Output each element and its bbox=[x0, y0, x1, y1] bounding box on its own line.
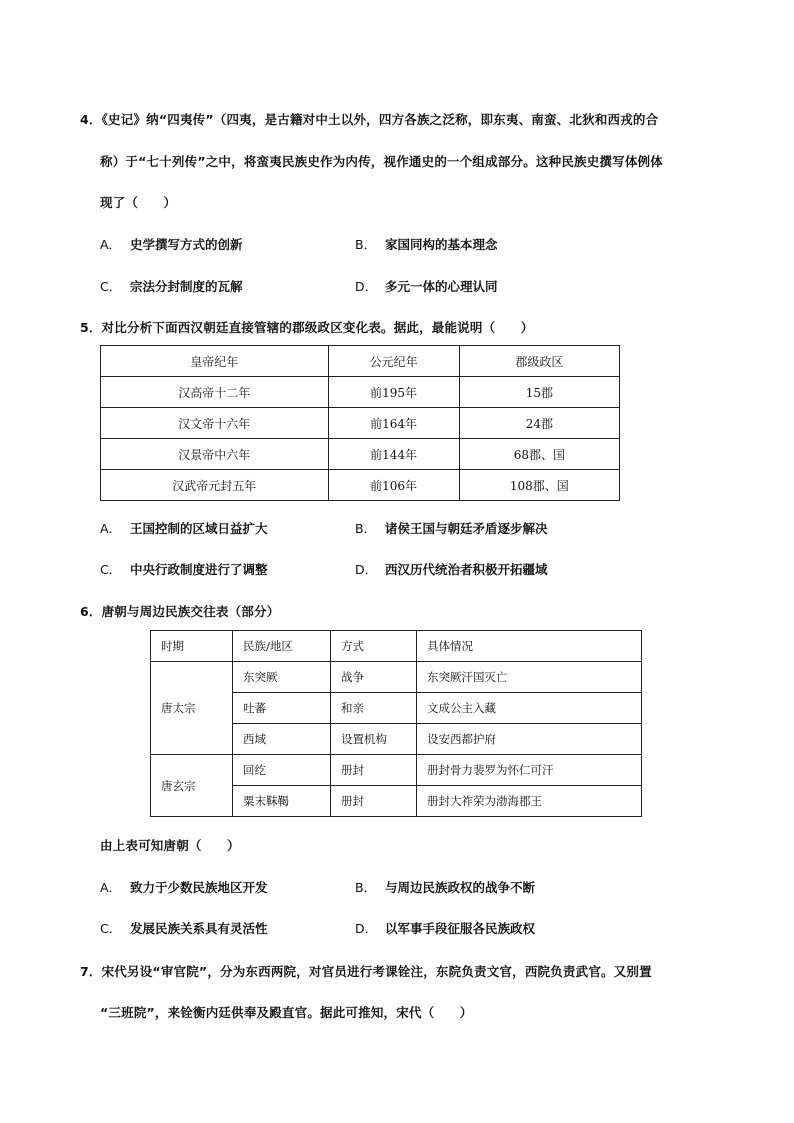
option-letter: B． bbox=[355, 237, 377, 252]
table-row bbox=[101, 408, 620, 439]
option-text: 以军事手段征服各民族政权 bbox=[385, 921, 536, 936]
table-cell: 设置机构 bbox=[331, 724, 417, 755]
table-cell: 和亲 bbox=[331, 693, 417, 724]
q6-stem: 6．唐朝与周边民族交往表（部分） bbox=[80, 604, 280, 619]
option-text: 中央行政制度进行了调整 bbox=[130, 562, 268, 577]
option-letter: B． bbox=[355, 521, 377, 536]
table-header-cell: 郡级政区 bbox=[459, 346, 619, 377]
table-cell: 108郡、国 bbox=[459, 470, 619, 501]
q4-stem-line2: 称）于“七十列传”之中，将蛮夷民族史作为内传，视作通史的一个组成部分。这种民族史撰写体例体 bbox=[100, 154, 663, 169]
q5-option-a bbox=[100, 519, 268, 537]
q6-option-b bbox=[355, 878, 535, 896]
option-letter: D． bbox=[355, 562, 378, 577]
table-cell: 汉高帝十二年 bbox=[101, 377, 329, 408]
table-cell: 前164年 bbox=[328, 408, 459, 439]
table-header-row bbox=[101, 346, 620, 377]
table-row bbox=[101, 377, 620, 408]
table-cell: 粟末靺鞨 bbox=[233, 786, 331, 817]
table-cell: 文成公主入藏 bbox=[417, 693, 642, 724]
table-cell: 设安西都护府 bbox=[417, 724, 642, 755]
option-letter: D． bbox=[355, 279, 378, 294]
q5-table bbox=[100, 345, 620, 501]
table-cell: 汉武帝元封五年 bbox=[101, 470, 329, 501]
q5-option-b bbox=[355, 519, 548, 537]
q7-stem-line1: 7．宋代另设“审官院”，分为东西两院，对官员进行考课铨注，东院负责文官，西院负责武官。又别置 bbox=[80, 964, 652, 979]
option-text: 家国同构的基本理念 bbox=[385, 237, 498, 252]
q4-option-c bbox=[100, 277, 243, 295]
q4-option-a bbox=[100, 235, 243, 253]
option-text: 诸侯王国与朝廷矛盾逐步解决 bbox=[385, 521, 548, 536]
table-cell: 24郡 bbox=[459, 408, 619, 439]
q5-option-c bbox=[100, 560, 268, 578]
q6-option-c bbox=[100, 919, 268, 937]
q6-question: 由上表可知唐朝（ ） bbox=[100, 838, 240, 853]
option-text: 发展民族关系具有灵活性 bbox=[130, 921, 268, 936]
option-letter: C． bbox=[100, 562, 122, 577]
option-letter: A． bbox=[100, 521, 122, 536]
table-cell: 东突厥汗国灭亡 bbox=[417, 662, 642, 693]
option-text: 与周边民族政权的战争不断 bbox=[385, 880, 536, 895]
option-text: 王国控制的区域日益扩大 bbox=[130, 521, 268, 536]
table-header-cell: 方式 bbox=[331, 631, 417, 662]
table-cell: 册封 bbox=[331, 755, 417, 786]
table-cell: 东突厥 bbox=[233, 662, 331, 693]
table-cell: 战争 bbox=[331, 662, 417, 693]
option-text: 西汉历代统治者积极开拓疆域 bbox=[385, 562, 548, 577]
table-header-cell: 公元纪年 bbox=[328, 346, 459, 377]
table-row bbox=[101, 470, 620, 501]
table-cell-emperor: 唐太宗 bbox=[151, 662, 233, 755]
table-row bbox=[101, 439, 620, 470]
option-letter: D． bbox=[355, 921, 378, 936]
table-cell: 回纥 bbox=[233, 755, 331, 786]
q4-stem-line3: 现了（ ） bbox=[100, 195, 177, 210]
table-cell: 前144年 bbox=[328, 439, 459, 470]
table-cell: 册封 bbox=[331, 786, 417, 817]
table-cell: 15郡 bbox=[459, 377, 619, 408]
table-cell: 68郡、国 bbox=[459, 439, 619, 470]
table-header-cell: 皇帝纪年 bbox=[101, 346, 329, 377]
table-cell: 前195年 bbox=[328, 377, 459, 408]
option-letter: A． bbox=[100, 237, 122, 252]
option-text: 史学撰写方式的创新 bbox=[130, 237, 243, 252]
table-header-cell: 具体情况 bbox=[417, 631, 642, 662]
table-row bbox=[151, 755, 642, 786]
option-letter: B． bbox=[355, 880, 377, 895]
q6-option-d bbox=[355, 919, 535, 937]
table-cell: 吐蕃 bbox=[233, 693, 331, 724]
q4-option-b bbox=[355, 235, 498, 253]
table-header-cell: 民族/地区 bbox=[233, 631, 331, 662]
table-cell: 册封大祚荣为渤海郡王 bbox=[417, 786, 642, 817]
option-letter: C． bbox=[100, 279, 122, 294]
q5-option-d bbox=[355, 560, 548, 578]
table-cell: 汉景帝中六年 bbox=[101, 439, 329, 470]
q7-stem-line2: “三班院”，来铨衡内廷供奉及殿直官。据此可推知，宋代（ ） bbox=[100, 1005, 473, 1020]
option-letter: A． bbox=[100, 880, 122, 895]
option-text: 致力于少数民族地区开发 bbox=[130, 880, 268, 895]
q5-stem: 5．对比分析下面西汉朝廷直接管辖的郡级政区变化表。据此，最能说明（ ） bbox=[80, 320, 534, 335]
q4-option-d bbox=[355, 277, 498, 295]
option-text: 宗法分封制度的瓦解 bbox=[130, 279, 243, 294]
option-letter: C． bbox=[100, 921, 122, 936]
q4-stem-line1: 4．《史记》纳“四夷传”（四夷，是古籍对中土以外，四方各族之泛称，即东夷、南蛮、北狄和西戎的合 bbox=[80, 112, 659, 127]
table-header-row bbox=[151, 631, 642, 662]
table-row bbox=[151, 662, 642, 693]
table-cell: 册封骨力裴罗为怀仁可汗 bbox=[417, 755, 642, 786]
table-cell-emperor: 唐玄宗 bbox=[151, 755, 233, 817]
table-cell: 西域 bbox=[233, 724, 331, 755]
table-cell: 汉文帝十六年 bbox=[101, 408, 329, 439]
q6-table bbox=[150, 630, 642, 817]
q6-option-a bbox=[100, 878, 268, 896]
option-text: 多元一体的心理认同 bbox=[385, 279, 498, 294]
table-cell: 前106年 bbox=[328, 470, 459, 501]
table-header-cell: 时期 bbox=[151, 631, 233, 662]
